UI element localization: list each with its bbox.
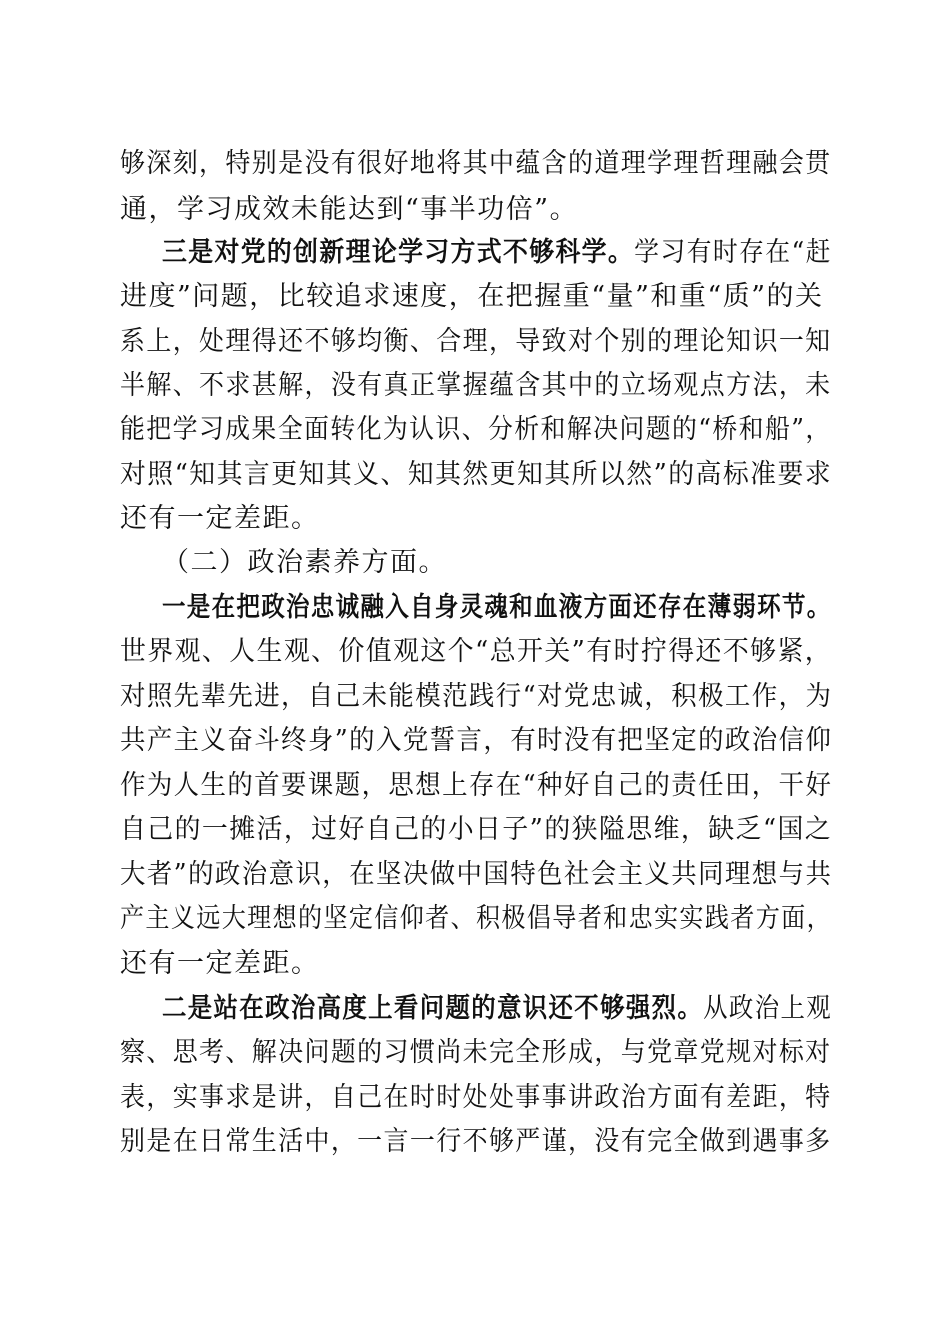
text-line: 还有一定差距。 [120, 503, 320, 534]
text-line: 世界观、人生观、价值观这个“总开关”有时拧得还不够紧， [120, 636, 833, 667]
text-line: 系上，处理得还不够均衡、合理，导致对个别的理论知识一知 [120, 326, 832, 357]
text-line: 自己的一摊活，过好自己的小日子”的狭隘思维，缺乏“国之 [120, 814, 833, 845]
bold-lead: 二是站在政治高度上看问题的意识还不够强烈。 [162, 993, 704, 1024]
text-line: 还有一定差距。 [120, 948, 320, 979]
text-line: 对照“知其言更知其义、知其然更知其所以然”的高标准要求 [120, 459, 833, 490]
text-line: 大者”的政治意识，在坚决做中国特色社会主义共同理想与共 [120, 859, 833, 890]
text-line: 共产主义奋斗终身”的入党誓言，有时没有把坚定的政治信仰 [120, 725, 833, 756]
text-line: 够深刻，特别是没有很好地将其中蕴含的道理学理哲理融会贯 [120, 148, 832, 179]
bold-lead: 一是在把政治忠诚融入自身灵魂和血液方面还存在薄弱环节。 [162, 592, 832, 623]
paragraph-first-line [162, 236, 832, 270]
paragraph-first-line [162, 992, 832, 1026]
text-line: 对照先辈先进，自己未能模范践行“对党忠诚，积极工作，为 [120, 681, 833, 712]
text-line: 产主义远大理想的坚定信仰者、积极倡导者和忠实实践者方面， [120, 903, 832, 934]
text-line: 能把学习成果全面转化为认识、分析和解决问题的“桥和船”， [120, 414, 832, 445]
text-line: 进度”问题，比较追求速度，在把握重“量”和重“质”的关 [120, 281, 824, 312]
text-line: 察、思考、解决问题的习惯尚未完全形成，与党章党规对标对 [120, 1037, 832, 1068]
section-heading: （二）政治素养方面。 [162, 547, 447, 578]
text-line: 作为人生的首要课题，思想上存在“种好自己的责任田，干好 [120, 770, 833, 801]
text-line: 别是在日常生活中，一言一行不够严谨，没有完全做到遇事多 [120, 1126, 832, 1157]
bold-lead: 三是对党的创新理论学习方式不够科学。 [162, 237, 635, 268]
text-span: 学习有时存在“赶 [634, 237, 832, 268]
text-line: 半解、不求甚解，没有真正掌握蕴含其中的立场观点方法，未 [120, 370, 832, 401]
text-span: 从政治上观 [703, 993, 832, 1024]
text-line: 通，学习成效未能达到“事半功倍”。 [120, 194, 579, 225]
text-line: 表，实事求是讲，自己在时时处处事事讲政治方面有差距，特 [120, 1082, 832, 1113]
